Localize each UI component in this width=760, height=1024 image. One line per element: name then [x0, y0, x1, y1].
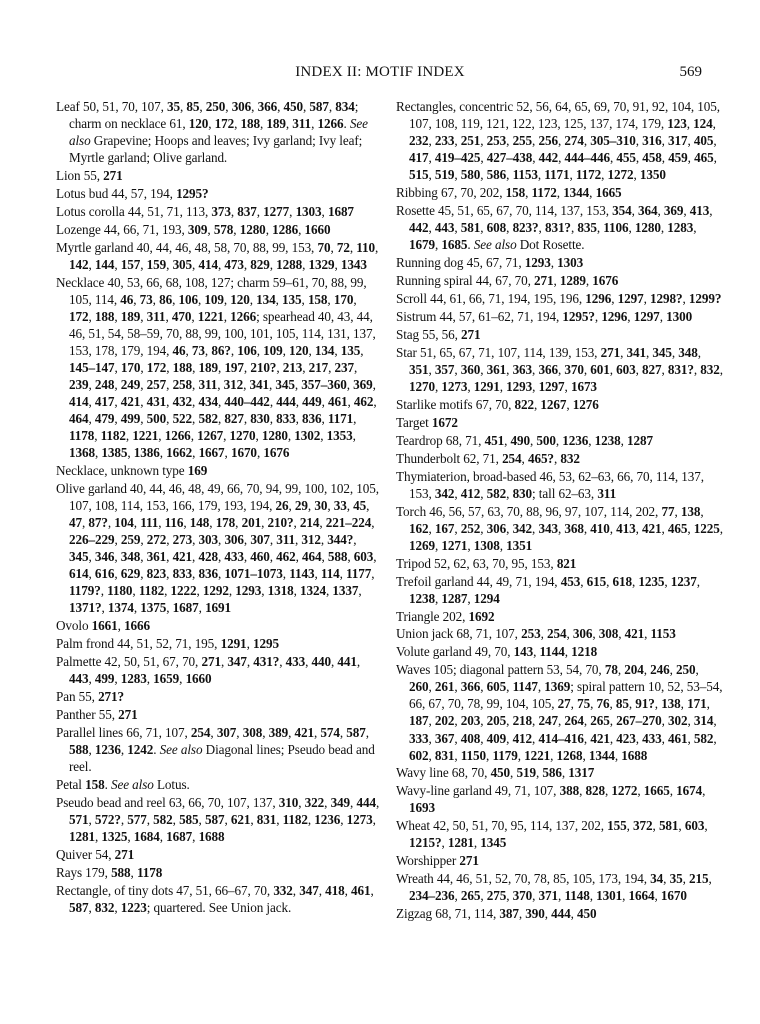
index-entry-lotus-bud: Lotus bud 44, 57, 194, 1295? — [56, 186, 209, 202]
index-entry-panther: Panther 55, 271 — [56, 707, 138, 723]
index-entry-zigzag: Zigzag 68, 71, 114, 387, 390, 444, 450 — [396, 906, 597, 922]
index-entry-target: Target 1672 — [396, 414, 458, 430]
running-header-title: INDEX II: MOTIF INDEX — [295, 64, 465, 80]
index-entry-running-spiral: Running spiral 44, 67, 70, 271, 1289, 1676 — [396, 273, 619, 289]
index-entry-necklace-unknown-type: Necklace, unknown type 169 — [56, 463, 208, 479]
index-entry-thunderbolt: Thunderbolt 62, 71, 254, 465?, 832 — [396, 450, 580, 466]
index-entry-wreath: Wreath 44, 46, 51, 52, 70, 78, 85, 105, 173, 194, 34, 35, 215, 234–236, 265, 275, 370, 371, 1148, 1301, 1664, 1670 — [396, 871, 712, 904]
index-entry-myrtle-garland: Myrtle garland 40, 44, 46, 48, 58, 70, 88, 99, 153, 70, 72, 110, 142, 144, 157, 159, 305, 414, 473, 829, 1288, 1329, 1343 — [56, 239, 379, 272]
index-entry-stag: Stag 55, 56, 271 — [396, 326, 481, 342]
index-entry-union-jack: Union jack 68, 71, 107, 253, 254, 306, 308, 421, 1153 — [396, 626, 676, 642]
index-entry-parallel-lines: Parallel lines 66, 71, 107, 254, 307, 308, 389, 421, 574, 587, 588, 1236, 1242. See also Diagonal lines; Pseudo bead and reel. — [56, 725, 375, 775]
index-entry-scroll: Scroll 44, 61, 66, 71, 194, 195, 196, 1296, 1297, 1298?, 1299? — [396, 290, 722, 306]
index-entry-ovolo: Ovolo 1661, 1666 — [56, 618, 151, 634]
left-column — [56, 98, 382, 917]
index-entry-starlike-motifs: Starlike motifs 67, 70, 822, 1267, 1276 — [396, 396, 599, 412]
index-entry-olive-garland: Olive garland 40, 44, 46, 48, 49, 66, 70, 94, 99, 100, 102, 105, 107, 108, 114, 153, 166, 179, 193, 194, 26, 29, 30, 33, 45, 47, 87?, 104, 111, 116, 148, 178, 201, 210?, 214, 221–224, 226–229, 259, 272, 273, 303, 306, 307, 311, 312, 344?, 345, 346, 348, 361, 421, 428, 433, 460, 462, 464, 588, 603, 614, 616, 629, 823, 833, 836, 1071–1073, 1143, 114, 1177, 1179?, 1180, 1182, 1222, 1292, 1293, 1318, 1324, 1337, 1371?, 1374, 1375, 1687, 1691 — [56, 481, 379, 616]
index-entry-rosette: Rosette 45, 51, 65, 67, 70, 114, 137, 153, 354, 364, 369, 413, 442, 443, 581, 608, 823?, 831?, 835, 1106, 1280, 1283, 1679, 1685. See also Dot Rosette. — [396, 203, 713, 253]
index-entry-rectangle-of-tiny-dots: Rectangle, of tiny dots 47, 51, 66–67, 70, 332, 347, 418, 461, 587, 832, 1223; quartered. See Union jack. — [56, 883, 374, 916]
index-entry-rectangles-concentric: Rectangles, concentric 52, 56, 64, 65, 69, 70, 91, 92, 104, 105, 107, 108, 119, 121, 122, 123, 125, 137, 174, 179, 123, 124, 232, 233, 251, 253, 255, 256, 274, 305–310, 316, 317, 405, 417, 419–425, 427–438, 442, 444–446, 455, 458, 459, 465, 515, 519, 580, 586, 1153, 1171, 1172, 1272, 1350 — [396, 99, 720, 183]
index-entry-palmette: Palmette 42, 50, 51, 67, 70, 271, 347, 431?, 433, 440, 441, 443, 499, 1283, 1659, 1660 — [56, 654, 361, 687]
index-entry-sistrum: Sistrum 44, 57, 61–62, 71, 194, 1295?, 1296, 1297, 1300 — [396, 308, 693, 324]
page-number: 569 — [679, 64, 702, 80]
index-entry-petal: Petal 158. See also Lotus. — [56, 777, 190, 793]
index-entry-leaf: Leaf 50, 51, 70, 107, 35, 85, 250, 306, 366, 450, 587, 834; charm on necklace 61, 120, 172, 188, 189, 311, 1266. See also Grapevine; Hoops and leaves; Ivy garland; Ivy leaf; Myrtle garland; Olive garland. — [56, 99, 368, 166]
index-entry-volute-garland: Volute garland 49, 70, 143, 1144, 1218 — [396, 644, 598, 660]
index-entry-waves: Waves 105; diagonal pattern 53, 54, 70, 78, 204, 246, 250, 260, 261, 366, 605, 1147, 1369; spiral pattern 10, 52, 53–54, 66, 67, 70, 78, 99, 104, 105, 27, 75, 76, 85, 91?, 138, 171, 187, 202, 203, 205, 218, 247, 264, 265, 267–270, 302, 314, 333, 367, 408, 409, 412, 414–416, 421, 423, 433, 461, 582, 602, 831, 1150, 1179, 1221, 1268, 1344, 1688 — [396, 662, 723, 763]
index-entry-tripod: Tripod 52, 62, 63, 70, 95, 153, 821 — [396, 555, 577, 571]
index-entry-teardrop: Teardrop 68, 71, 451, 490, 500, 1236, 1238, 1287 — [396, 432, 654, 448]
index-entry-necklace: Necklace 40, 53, 66, 68, 108, 127; charm 59–61, 70, 88, 99, 105, 114, 46, 73, 86, 106, 109, 120, 134, 135, 158, 170, 172, 188, 189, 311, 470, 1221, 1266; spearhead 40, 43, 44, 46, 51, 54, 58–59, 70, 88, 99, 100, 101, 105, 114, 131, 137, 153, 178, 179, 194, 46, 73, 86?, 106, 109, 120, 134, 135, 145–147, 170, 172, 188, 189, 197, 210?, 213, 217, 237, 239, 248, 249, 257, 258, 311, 312, 341, 345, 357–360, 369, 414, 417, 421, 431, 432, 434, 440–442, 444, 449, 461, 462, 464, 479, 499, 500, 522, 582, 827, 830, 833, 836, 1171, 1178, 1182, 1221, 1266, 1267, 1270, 1280, 1302, 1353, 1368, 1385, 1386, 1662, 1667, 1670, 1676 — [56, 274, 377, 461]
index-entry-quiver: Quiver 54, 271 — [56, 847, 135, 863]
index-entry-worshipper: Worshipper 271 — [396, 853, 479, 869]
index-entry-rays: Rays 179, 588, 1178 — [56, 865, 163, 881]
index-entry-wavy-line: Wavy line 68, 70, 450, 519, 586, 1317 — [396, 765, 595, 781]
index-entry-lozenge: Lozenge 44, 66, 71, 193, 309, 578, 1280, 1286, 1660 — [56, 221, 331, 237]
index-entry-triangle: Triangle 202, 1692 — [396, 608, 495, 624]
index-entry-pan: Pan 55, 271? — [56, 689, 125, 705]
index-entry-ribbing: Ribbing 67, 70, 202, 158, 1172, 1344, 1665 — [396, 185, 622, 201]
index-entry-pseudo-bead-and-reel: Pseudo bead and reel 63, 66, 70, 107, 137, 310, 322, 349, 444, 571, 572?, 577, 582, 585, 587, 621, 831, 1182, 1236, 1273, 1281, 1325, 1684, 1687, 1688 — [56, 795, 380, 845]
index-entry-running-dog: Running dog 45, 67, 71, 1293, 1303 — [396, 255, 584, 271]
index-entry-thymiaterion-broad-based: Thymiaterion, broad-based 46, 53, 62–63, 66, 70, 114, 137, 153, 342, 412, 582, 830; tall 62–63, 311 — [396, 468, 704, 501]
index-entry-wheat: Wheat 42, 50, 51, 70, 95, 114, 137, 202, 155, 372, 581, 603, 1215?, 1281, 1345 — [396, 818, 708, 851]
index-entry-star: Star 51, 65, 67, 71, 107, 114, 139, 153, 271, 341, 345, 348, 351, 357, 360, 361, 363, 366, 370, 601, 603, 827, 831?, 832, 1270, 1273, 1291, 1293, 1297, 1673 — [396, 344, 723, 394]
right-column — [396, 98, 724, 923]
index-entry-wavy-line-garland: Wavy-line garland 49, 71, 107, 388, 828, 1272, 1665, 1674, 1693 — [396, 783, 706, 816]
index-entry-lion: Lion 55, 271 — [56, 168, 123, 184]
index-entry-trefoil-garland: Trefoil garland 44, 49, 71, 194, 453, 615, 618, 1235, 1237, 1238, 1287, 1294 — [396, 573, 700, 606]
index-entry-lotus-corolla: Lotus corolla 44, 51, 71, 113, 373, 837, 1277, 1303, 1687 — [56, 203, 354, 219]
index-entry-torch: Torch 46, 56, 57, 63, 70, 88, 96, 97, 107, 114, 202, 77, 138, 162, 167, 252, 306, 342, 343, 368, 410, 413, 421, 465, 1225, 1269, 1271, 1308, 1351 — [396, 503, 723, 553]
index-entry-palm-frond: Palm frond 44, 51, 52, 71, 195, 1291, 1295 — [56, 636, 279, 652]
